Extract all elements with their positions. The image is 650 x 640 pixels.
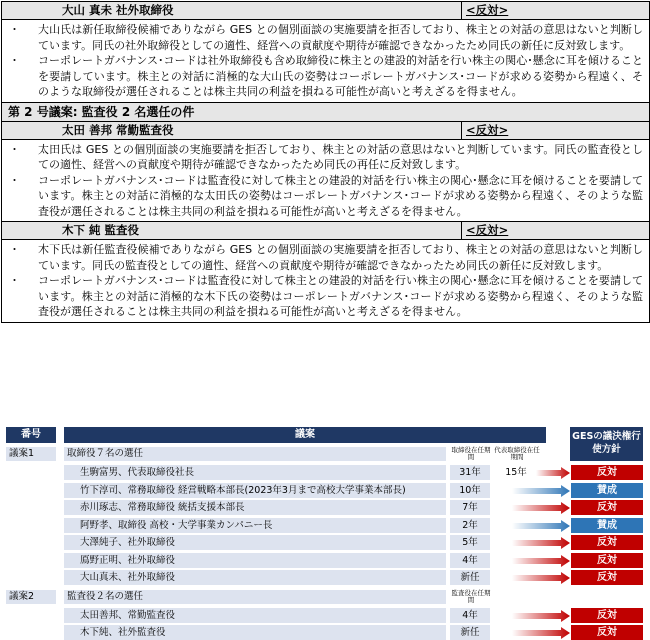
header-ges-policy: GESの議決権行使方針 <box>570 427 643 461</box>
vote-arrow <box>512 610 570 622</box>
tenure-cell: 31年 <box>450 465 490 480</box>
vote-stance: <反対> <box>466 223 509 237</box>
ges-vote-badge: 反対 <box>571 465 643 480</box>
ges-vote-badge: 反対 <box>571 608 643 623</box>
reason-bullet <box>2 22 643 53</box>
reason-text: コーポレートガバナンス･コードは監査役に対して株主との建設的対話を行い株主の関心･懸念に耳を傾けることを要請しています。株主との対話に消極的な木下氏の姿勢はコーポレートガバナンス･コードが求める姿勢から程遠く、そのような監査役が選任されることは株主共同の利益を損ねる可能性が高いと考えざるを得ません。 <box>38 274 643 318</box>
vote-arrow <box>512 572 570 584</box>
ges-vote-badge: 反対 <box>571 500 643 515</box>
candidate-cell: 太田善邦、常勤監査役 <box>64 608 446 623</box>
reason-text: コーポレートガバナンス･コードは社外取締役も含め取締役に株主との建設的対話を行い株主の関心･懸念に耳を傾けることを要請しています。株主との対話に消極的な大山氏の姿勢はコーポレートガバナンス･コードが求める姿勢から程遠く、そのような取締役が選任されることは株主共同の利益を損ねる可能性が高いと考えざるを得ません。 <box>38 54 643 98</box>
candidate-cell: 大澤純子、社外取締役 <box>64 535 446 550</box>
reason-block <box>2 240 649 322</box>
vote-arrow <box>512 502 570 514</box>
tenure-label: 取締役在任期間 <box>451 446 491 461</box>
reason-block <box>2 20 649 103</box>
group-title: 監査役２名の選任 <box>64 590 446 604</box>
tenure-cell: 新任 <box>450 570 490 585</box>
reason-text: 太田氏は GES との個別面談の実施要請を拒否しており、株主との対話の意思はないと判断しています。同氏の監査役としての適性、経営への貢献度や期待が確認できなかったため同氏の再任に反対致します。 <box>38 142 643 171</box>
tenure-cell: 5年 <box>450 535 490 550</box>
tenure-cell: 7年 <box>450 500 490 515</box>
header-agenda: 議案 <box>64 427 546 443</box>
tenure-cell: 2年 <box>450 518 490 533</box>
candidate-name-row <box>2 2 649 20</box>
ges-vote-badge: 反対 <box>571 570 643 585</box>
vote-stance: <反対> <box>466 3 509 17</box>
ges-vote-badge: 賛成 <box>571 518 643 533</box>
ges-vote-badge: 賛成 <box>571 483 643 498</box>
header-number: 番号 <box>6 427 56 443</box>
reason-block <box>2 140 649 223</box>
candidate-cell: 木下純、社外監査役 <box>64 625 446 640</box>
reason-text: コーポレートガバナンス･コードは監査役に対して株主との建設的対話を行い株主の関心･懸念に耳を傾けることを要請しています。株主との対話に消極的な太田氏の姿勢はコーポレートガバナンス･コードが求める姿勢から程遠く、そのような監査役が選任されることは株主共同の利益を損ねる可能性が高いと考えざるを得ません。 <box>38 173 643 218</box>
agenda-title: 第 2 号議案: 監査役 2 名選任の件 <box>2 103 649 122</box>
resolution-document <box>1 1 650 323</box>
bullet-mark: ・ <box>9 23 20 36</box>
candidate-name: 大山 真未 社外取締役 <box>2 2 462 19</box>
group-title: 取締役７名の選任 <box>64 447 446 461</box>
tenure-cell: 4年 <box>450 553 490 568</box>
reason-bullet <box>2 53 643 100</box>
candidate-cell: 大山真未、社外取締役 <box>64 570 446 585</box>
bullet-mark: ・ <box>9 54 20 67</box>
voting-table <box>0 425 650 638</box>
vote-arrow <box>512 520 570 532</box>
vote-arrow <box>536 467 570 479</box>
candidate-name: 木下 純 監査役 <box>2 222 462 239</box>
reason-bullet <box>2 273 643 320</box>
reason-bullet <box>2 173 643 220</box>
reason-bullet <box>2 242 643 273</box>
ges-vote-badge: 反対 <box>571 553 643 568</box>
candidate-cell: 生駒富男、代表取締役社長 <box>64 465 446 480</box>
vote-arrow <box>512 485 570 497</box>
tenure-cell: 新任 <box>450 625 490 640</box>
tenure-label: 監査役在任期間 <box>451 588 491 604</box>
vote-stance: <反対> <box>466 122 509 137</box>
reason-text: 大山氏は新任取締役候補でありながら GES との個別面談の実施要請を拒否しており、株主との対話の意思はないと判断しています。同氏の社外取締役としての適性、経営への貢献度や期待が確認できなかったため同氏の新任に反対致します。 <box>38 23 643 52</box>
candidate-cell: 阿野孝、取締役 高校・大学事業カンパニー長 <box>64 518 446 533</box>
candidate-cell: 竹下淳司、常務取締役 経営戦略本部長(2023年3月まで高校大学事業本部長) <box>64 483 446 498</box>
bullet-mark: ・ <box>9 274 20 287</box>
tenure-cell: 10年 <box>450 483 490 498</box>
ges-vote-badge: 反対 <box>571 625 643 640</box>
candidate-name-row <box>2 122 649 140</box>
group-number: 議案1 <box>6 447 56 461</box>
reason-bullet <box>2 142 643 173</box>
reason-text: 木下氏は新任監査役候補でありながら GES との個別面談の実施要請を拒否しており、株主との対話の意思はないと判断しています。同氏の監査役としての適性、経営への貢献度や期待が確認できなかったため同氏の新任に反対致します。 <box>38 243 643 272</box>
candidate-cell: 鳫野正明、社外取締役 <box>64 553 446 568</box>
candidate-name-row <box>2 222 649 240</box>
tenure-cell: 4年 <box>450 608 490 623</box>
rep-tenure-cell: 15年 <box>505 467 527 478</box>
candidate-name: 太田 善邦 常勤監査役 <box>2 122 462 139</box>
rep-tenure-label: 代表取締役在任期間 <box>494 446 540 461</box>
candidate-cell: 赤川琢志、常務取締役 統括支援本部長 <box>64 500 446 515</box>
bullet-mark: ・ <box>9 173 20 187</box>
group-number: 議案2 <box>6 590 56 604</box>
bullet-mark: ・ <box>9 243 20 256</box>
bullet-mark: ・ <box>9 142 20 156</box>
vote-arrow <box>512 555 570 567</box>
vote-arrow <box>512 537 570 549</box>
ges-vote-badge: 反対 <box>571 535 643 550</box>
